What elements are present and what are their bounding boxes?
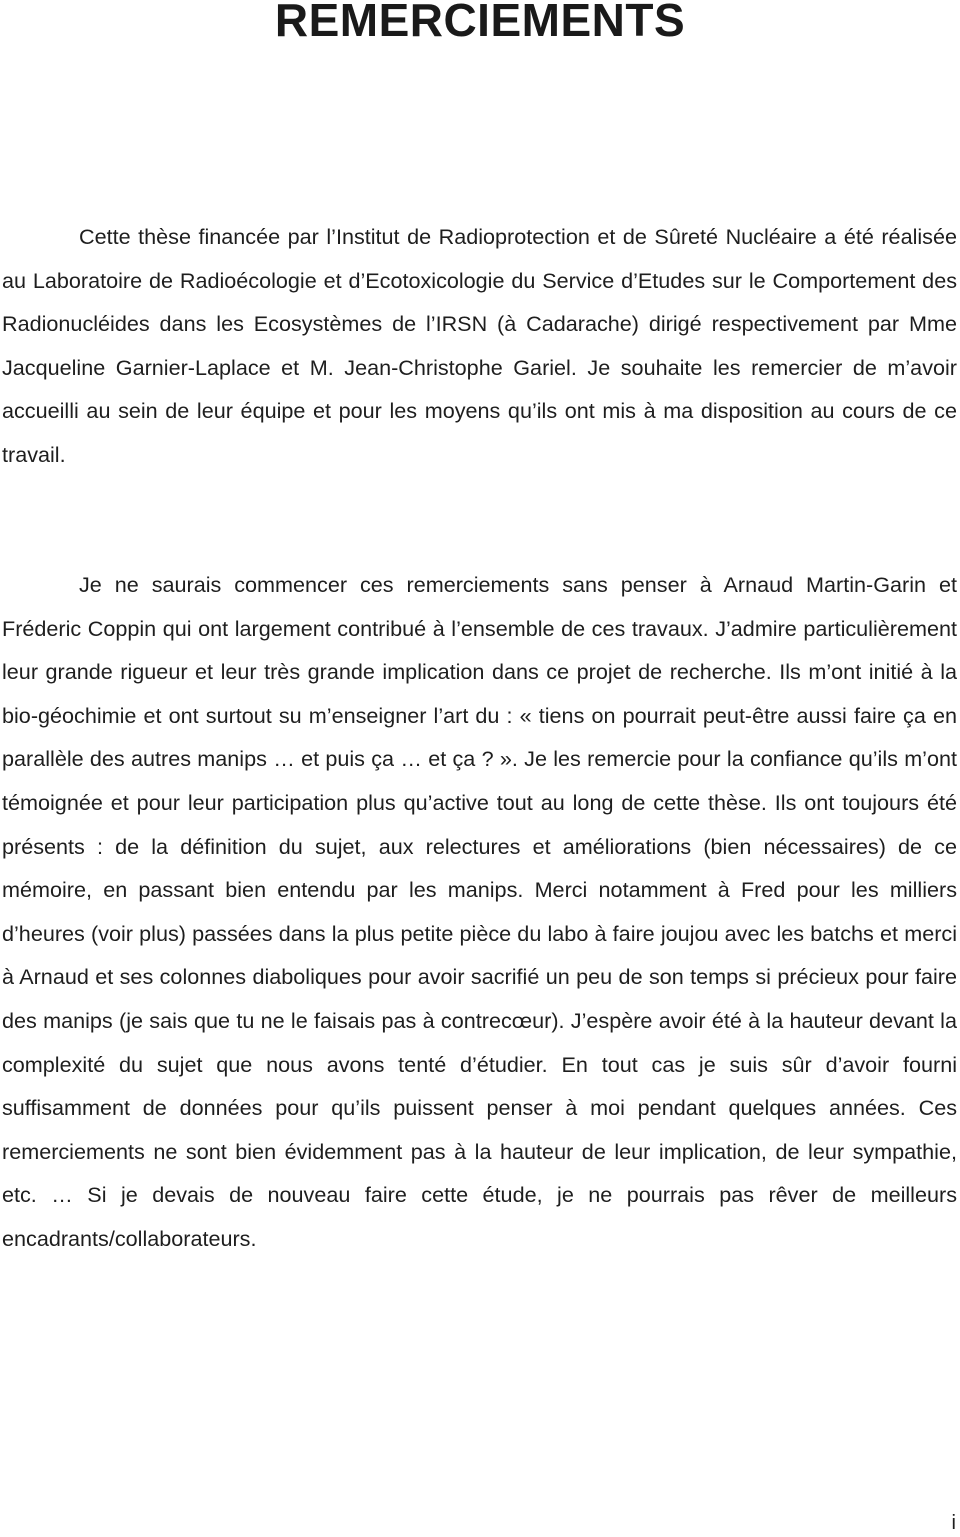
page-number: i <box>951 1512 956 1534</box>
page-title: REMERCIEMENTS <box>274 0 686 46</box>
paragraph-supervisors: Je ne saurais commencer ces remerciements sans penser à Arnaud Martin-Garin et Fréderic Coppin qui ont largement contribué à l’ensemble de ces travaux. J’admire particulièrement leur grande rigueur et leur très grande implication dans ce projet de recherche. Ils m’ont initié à la bio-géochimie et ont surtout su m’enseigner l’art du : « tiens on pourrait peut-être aussi faire ça en parallèle des autres manips … et puis ça … et ça ? ». Je les remercie pour la confiance qu’ils m’ont témoignée et pour leur participation plus qu’active tout au long de cette thèse. Ils ont toujours été présents : de la définition du sujet, aux relectures et améliorations (bien nécessaires) de ce mémoire, en passant bien entendu par les manips. Merci notamment à Fred pour les milliers d’heures (voir plus) passées dans la plus petite pièce du labo à faire joujou avec les batchs et merci à Arnaud et ses colonnes diaboliques pour avoir sacrifié un peu de son temps si précieux pour faire des manips (je sais que tu ne le faisais pas à contrecœur). J’espère avoir été à la hauteur devant la complexité du sujet que nous avons tenté d’étudier. En tout cas je suis sûr d’avoir fourni suffisamment de données pour qu’ils puissent penser à moi pendant quelques années. Ces remerciements ne sont bien évidemment pas à la hauteur de leur implication, de leur sympathie, etc. … Si je devais de nouveau faire cette étude, je ne pourrais pas rêver de meilleurs encadrants/collaborateurs. <box>2 572 957 1251</box>
paragraph-funding: Cette thèse financée par l’Institut de Radioprotection et de Sûreté Nucléaire a été réalisée au Laboratoire de Radioécologie et d’Ecotoxicologie du Service d’Etudes sur le Comportement des Radionucléides dans les Ecosystèmes de l’IRSN (à Cadarache) dirigé respectivement par Mme Jacqueline Garnier-Laplace et M. Jean-Christophe Gariel. Je souhaite les remercier de m’avoir accueilli au sein de leur équipe et pour les moyens qu’ils ont mis à ma disposition au cours de ce travail. <box>2 224 957 467</box>
